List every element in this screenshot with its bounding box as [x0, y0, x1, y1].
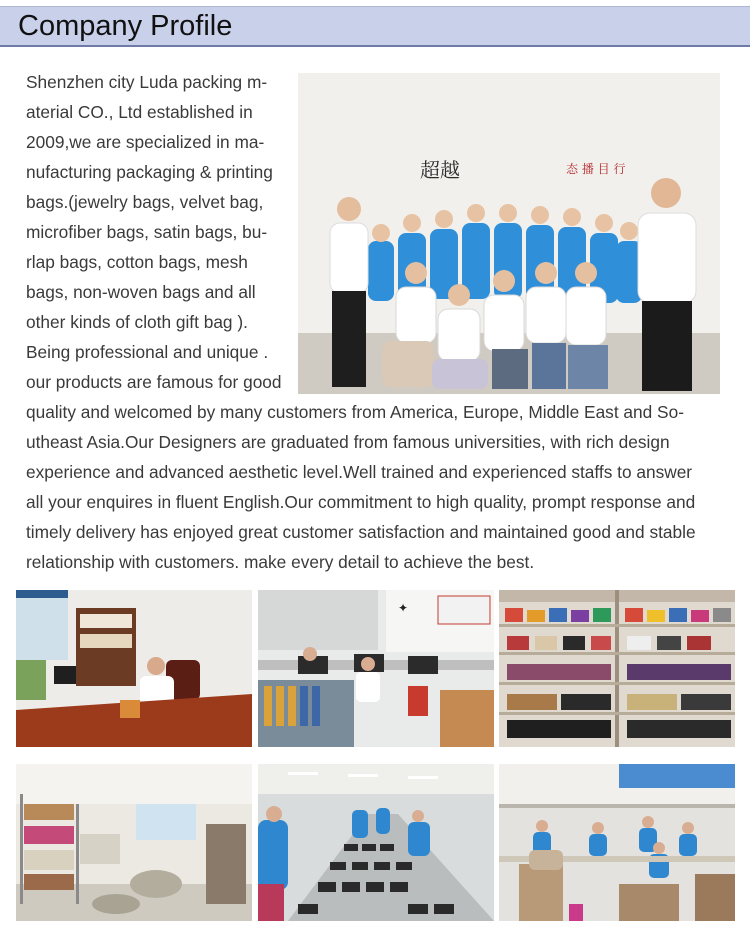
intro-line: nufacturing packaging & printing [26, 162, 273, 182]
header-bar [0, 6, 750, 47]
wall-sign-right: 态 播 目 行 [566, 162, 626, 176]
intro-line: Shenzhen city Luda packing m- [26, 72, 268, 92]
intro-line: relationship with customers. make every detail to achieve the best. [26, 552, 535, 572]
svg-text:✦: ✦ [398, 601, 409, 615]
intro-line: utheast Asia.Our Designers are graduated from famous universities, with rich design [26, 432, 670, 452]
intro-line: other kinds of cloth gift bag ). [26, 312, 248, 332]
intro-line: bags, non-woven bags and all [26, 282, 256, 302]
intro-line: microfiber bags, satin bags, bu- [26, 222, 268, 242]
team-photo [298, 73, 720, 394]
printing-workshop-photo [258, 764, 494, 921]
intro-line: aterial CO., Ltd established in [26, 102, 253, 122]
intro-paragraph-full [26, 397, 726, 577]
intro-line: Being professional and unique . [26, 342, 269, 362]
intro-line: rlap bags, cotton bags, mesh [26, 252, 248, 272]
intro-paragraph-left [26, 67, 294, 397]
design-office-photo [258, 590, 494, 747]
intro-line: our products are famous for good [26, 372, 282, 392]
office-photo [16, 590, 252, 747]
intro-line: quality and welcomed by many customers from America, Europe, Middle East and So- [26, 402, 684, 422]
intro-line: bags.(jewelry bags, velvet bag, [26, 192, 264, 212]
page-title: Company Profile [18, 10, 233, 42]
intro-line: 2009,we are specialized in ma- [26, 132, 265, 152]
intro-line: experience and advanced aesthetic level.Well trained and experienced staffs to answer [26, 462, 693, 482]
sewing-workshop-photo [499, 764, 735, 921]
sample-showroom-photo [499, 590, 735, 747]
wall-sign-left: 超越 [420, 158, 460, 182]
intro-line: all your enquires in fluent English.Our commitment to high quality, prompt response and [26, 492, 696, 512]
intro-line: timely delivery has enjoyed great customer satisfaction and maintained good and stable [26, 522, 696, 542]
warehouse-photo [16, 764, 252, 921]
